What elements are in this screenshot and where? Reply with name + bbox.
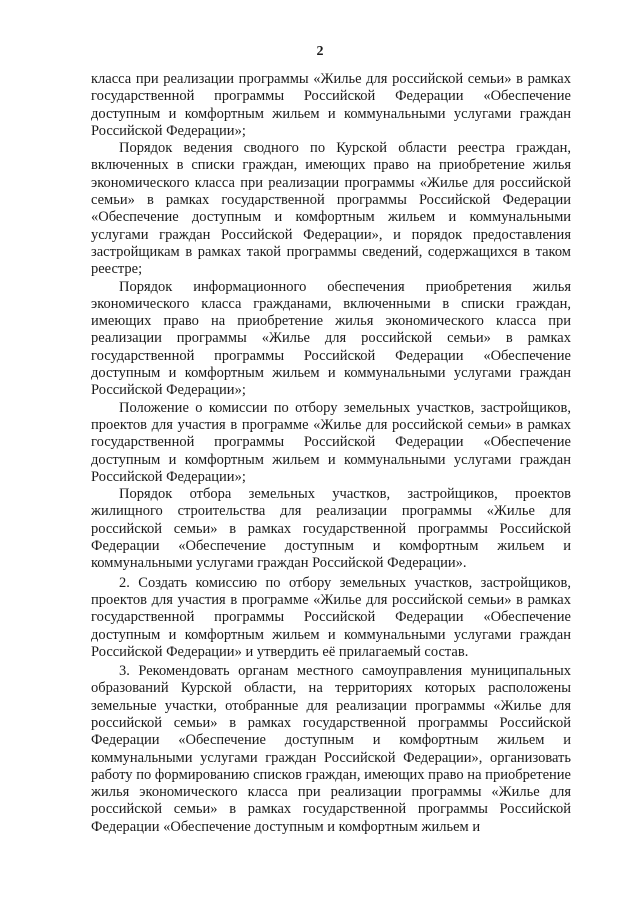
paragraph-selection-procedure: Порядок отбора земельных участков, застройщиков, проектов жилищного строительства для реализации программы «Жилье для российской семьи» в рамках государственной программы Российской Федерации «Обеспечение доступным и комфортным жильем и коммунальными услугами граждан Российской Федерации». (91, 486, 571, 572)
paragraph-continuation: класса при реализации программы «Жилье для российской семьи» в рамках государственной программы Российской Федерации «Обеспечение доступным и комфортным жильем и коммунальными услугами граждан Российской Федерации»; (91, 71, 571, 139)
paragraph-information-procedure: Порядок информационного обеспечения приобретения жилья экономического класса гражданами, включенными в списки граждан, имеющих право на приобретение жилья экономического класса при реализации программы «Жилье для российской семьи» в рамках государственной программы Российской Федерации «Обеспечение доступным и комфортным жильем и коммунальными услугами граждан Российской Федерации»; (91, 278, 571, 399)
paragraph-commission-regulation: Положение о комиссии по отбору земельных участков, застройщиков, проектов для участия в программе «Жилье для российской семьи» в рамках государственной программы Российской Федерации «Обеспечение доступным и комфортным жильем и коммунальными услугами граждан Российской Федерации»; (91, 399, 571, 485)
paragraph-item-2: 2. Создать комиссию по отбору земельных участков, застройщиков, проектов для участия в программе «Жилье для российской семьи» в рамках государственной программы Российской Федерации «Обеспечение доступным и комфортным жильем и коммунальными услугами граждан Российской Федерации» и утвердить её прилагаемый состав. (91, 574, 571, 660)
page-number: 2 (316, 44, 324, 59)
paragraph-registry-procedure: Порядок ведения сводного по Курской области реестра граждан, включенных в списки граждан, имеющих право на приобретение жилья экономического класса при реализации программы «Жилье для российской семьи» в рамках государственной программы Российской Федерации «Обеспечение доступным и комфортным жильем и коммунальными услугами граждан Российской Федерации», и порядок предоставления застройщикам в рамках такой программы сведений, содержащихся в таком реестре; (91, 140, 571, 278)
document-body (91, 71, 571, 836)
paragraph-item-3: 3. Рекомендовать органам местного самоуправления муниципальных образований Курской области, на территориях которых расположены земельные участки, отобранные для реализации программы «Жилье для российской семьи» в рамках государственной программы Российской Федерации «Обеспечение доступным и комфортным жильем и коммунальными услугами граждан Российской Федерации», организовать работу по формированию списков граждан, имеющих право на приобретение жилья экономического класса при реализации программы «Жилье для российской семьи» в рамках государственной программы Российской Федерации «Обеспечение доступным и комфортным жильем и (91, 663, 571, 835)
